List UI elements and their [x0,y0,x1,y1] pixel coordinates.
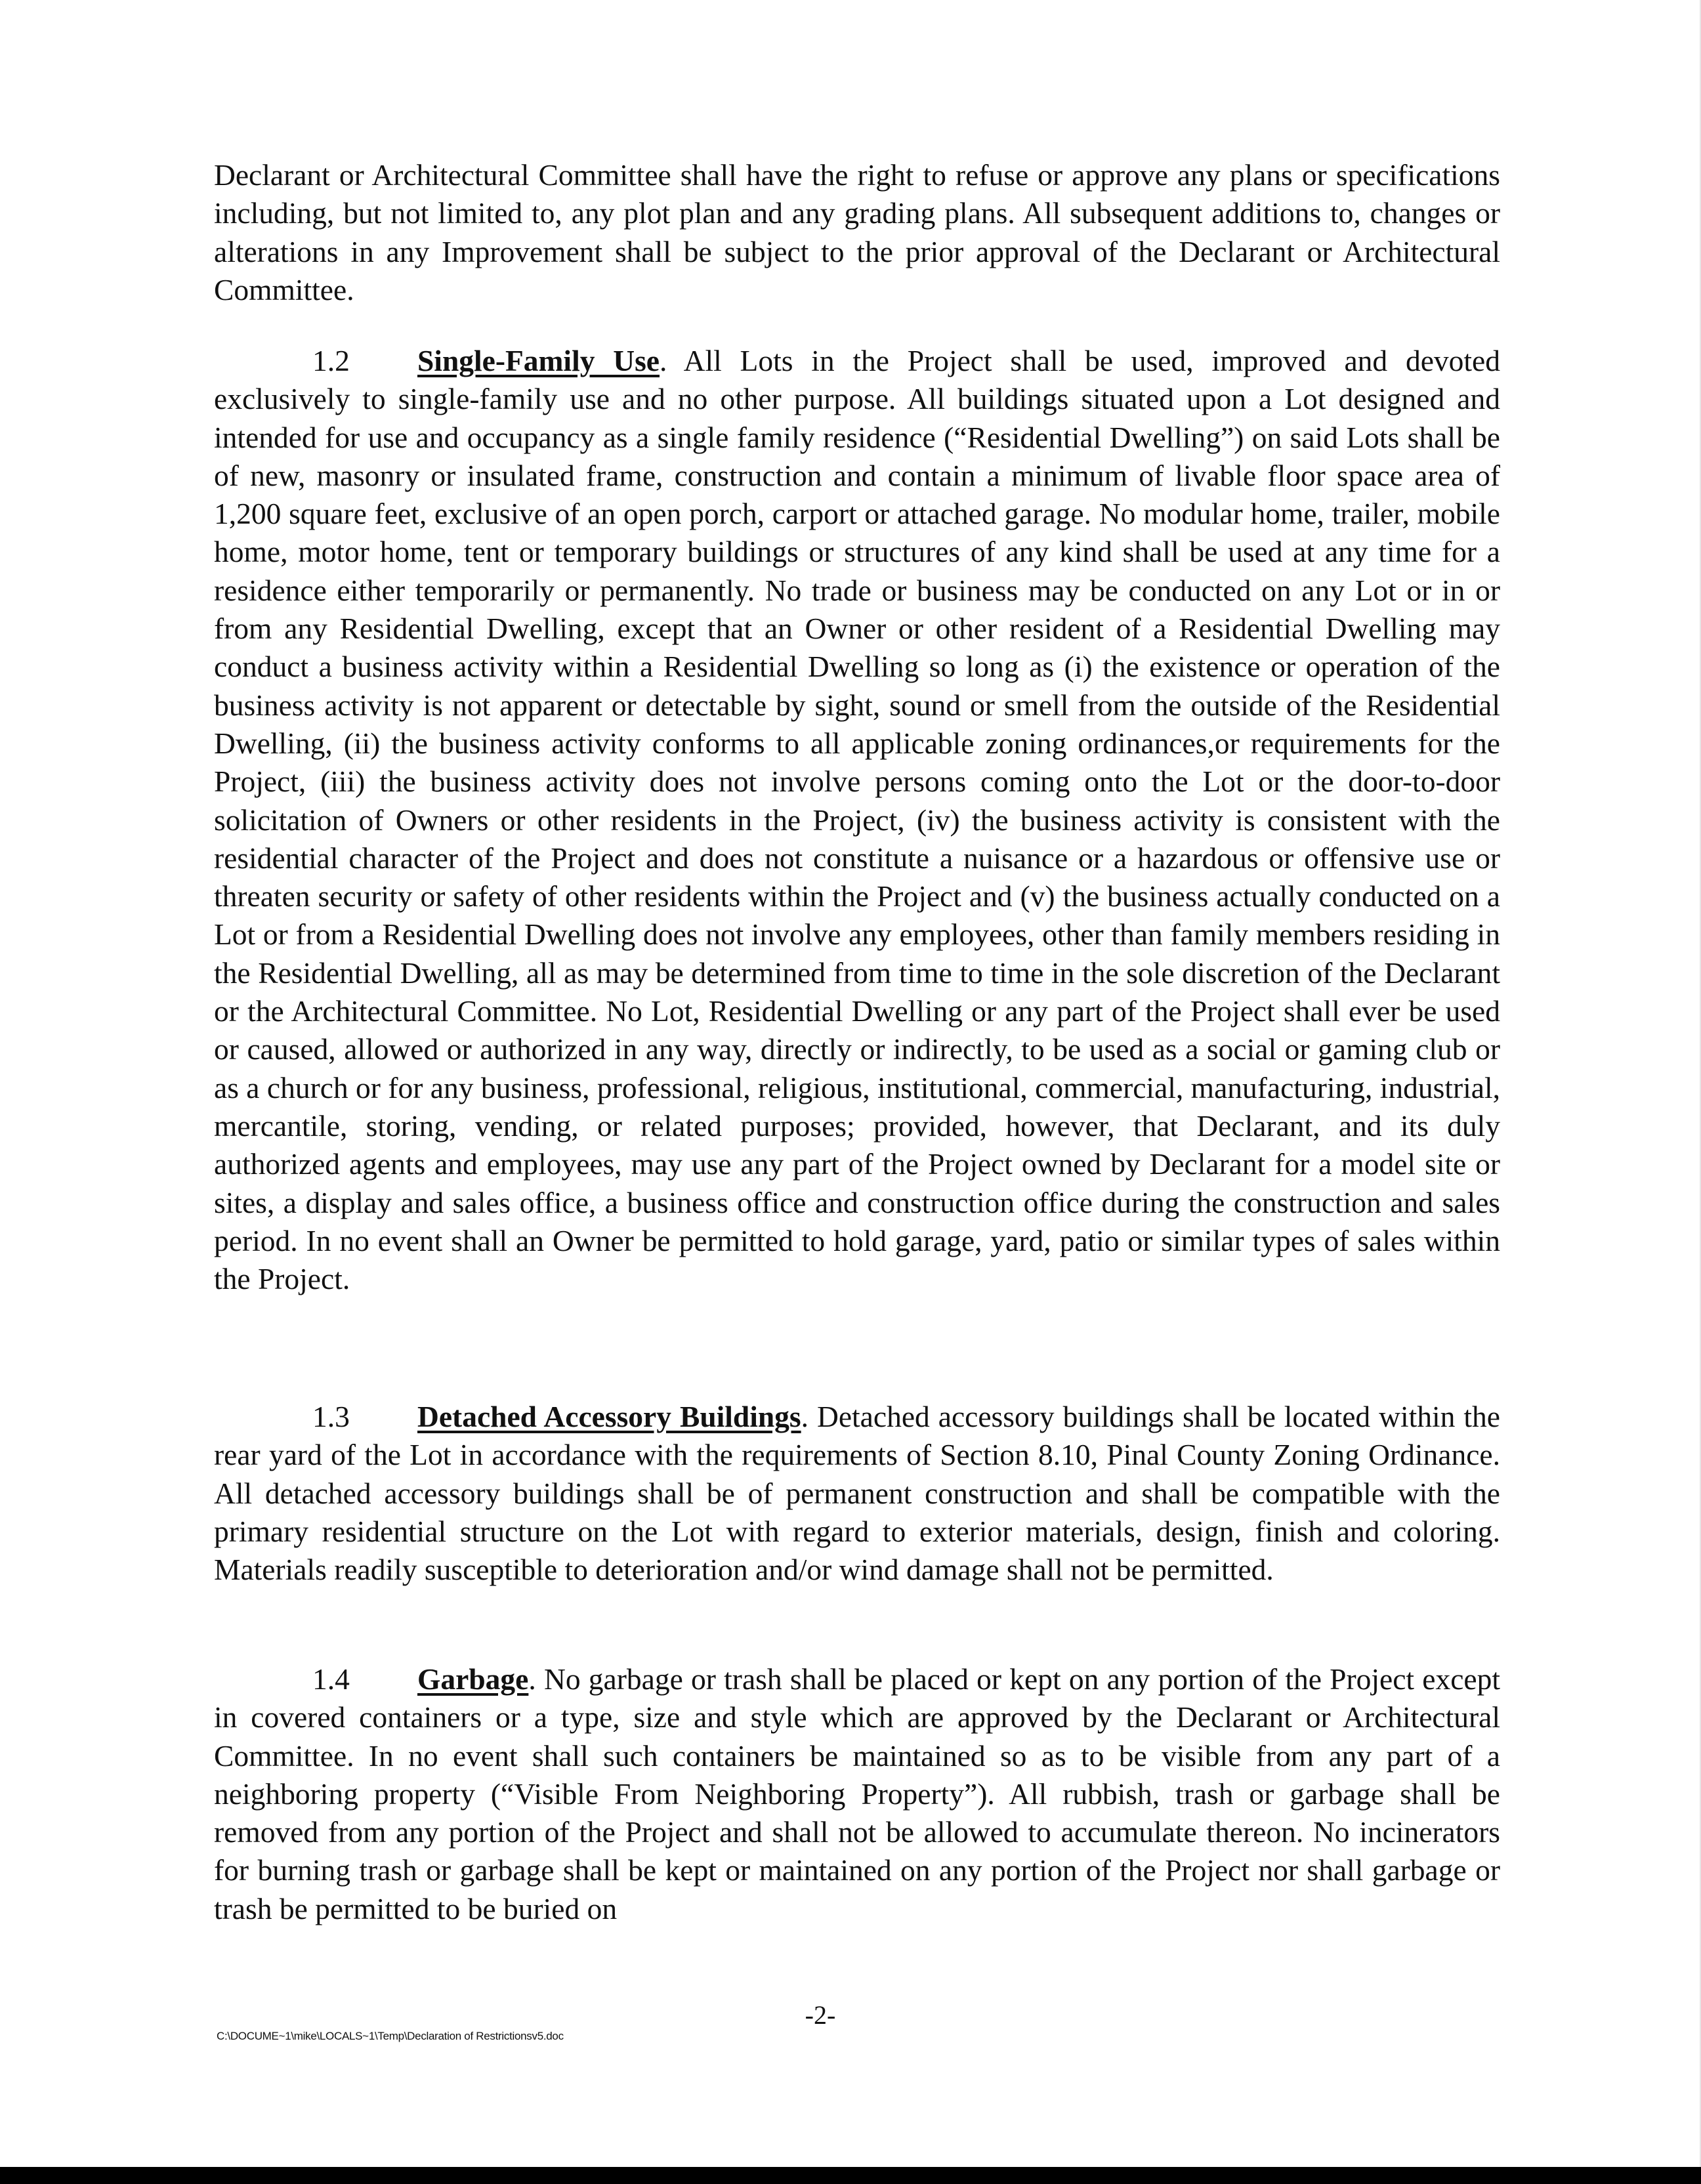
scan-border-bottom [0,2167,1701,2184]
paragraph-text: Declarant or Architectural Committee shall have the right to refuse or approve any plans or specifications including, but not limited to, any plot plan and any grading plans. All subsequent additions to, changes or alterations in any Improvement shall be subject to the prior approval of the Declarant or Architectural Committee. [214,158,1500,306]
paragraph-text: . Detached accessory buildings shall be located within the rear yard of the Lot in accordance with the requirements of Section 8.10, Pinal County Zoning Ordinance. All detached accessory buildings shall be of permanent construction and shall be compatible with the primary residential structure on the Lot with regard to exterior materials, design, finish and coloring. Materials readily susceptible to deterioration and/or wind damage shall not be permitted. [214,1400,1500,1587]
section-number: 1.3 [312,1400,350,1433]
file-path-footer: C:\DOCUME~1\mike\LOCALS~1\Temp\Declaration of Restrictionsv5.doc [217,2030,564,2042]
section-number: 1.2 [312,344,350,377]
section-heading: Garbage [417,1662,529,1696]
section-number: 1.4 [312,1662,350,1696]
paragraph-continuation [214,156,1500,309]
section-1-2-paragraph [214,342,1500,1298]
page-number: -2- [805,2000,836,2030]
section-heading: Single-Family Use [417,344,660,377]
section-1-4-paragraph [214,1660,1500,1928]
paragraph-text: . No garbage or trash shall be placed or kept on any portion of the Project except in covered containers or a type, size and style which are approved by the Declarant or Architectural Committee. In no event shall such containers be maintained so as to be visible from any part of a neighboring property (“Visible From Neighboring Property”). All rubbish, trash or garbage shall be removed from any portion of the Project and shall not be allowed to accumulate thereon. No incinerators for burning trash or garbage shall be kept or maintained on any portion of the Project nor shall garbage or trash be permitted to be buried on [214,1662,1500,1925]
section-1-3-paragraph [214,1398,1500,1589]
section-heading: Detached Accessory Buildings [417,1400,801,1433]
paragraph-text: . All Lots in the Project shall be used, improved and devoted exclusively to single-family use and no other purpose. All buildings situated upon a Lot designed and intended for use and occupancy as a single family residence (“Residential Dwelling”) on said Lots shall be of new, masonry or insulated frame, construction and contain a minimum of livable floor space area of 1,200 square feet, exclusive of an open porch, carport or attached garage. No modular home, trailer, mobile home, motor home, tent or temporary buildings or structures of any kind shall be used at any time for a residence either temporarily or permanently. No trade or business may be conducted on any Lot or in or from any Residential Dwelling, except that an Owner or other resident of a Residential Dwelling may conduct a business activity within a Residential Dwelling so long as (i) the existence or operation of the business activity is not apparent or detectable by sight, sound or smell from the outside of the Residential Dwelling, (ii) the business activity conforms to all applicable zoning ordinances,or requirements for the Project, (iii) the business activity does not involve persons coming onto the Lot or the door-to-door solicitation of Owners or other residents in the Project, (iv) the business activity is consistent with the residential character of the Project and does not constitute a nuisance or a hazardous or offensive use or threaten security or safety of other residents within the Project and (v) the business actually conducted on a Lot or from a Residential Dwelling does not involve any employees, other than family members residing in the Residential Dwelling, all as may be determined from time to time in the sole discretion of the Declarant or the Architectural Committee. No Lot, Residential Dwelling or any part of the Project shall ever be used or caused, allowed or authorized in any way, directly or indirectly, to be used as a social or gaming club or as a church or for any business, professional, religious, institutional, commercial, manufacturing, industrial, mercantile, storing, vending, or related purposes; provided, however, that Declarant, and its duly authorized agents and employees, may use any part of the Project owned by Declarant for a model site or sites, a display and sales office, a business office and construction office during the construction and sales period. In no event shall an Owner be permitted to hold garage, yard, patio or similar types of sales within the Project. [214,344,1500,1296]
